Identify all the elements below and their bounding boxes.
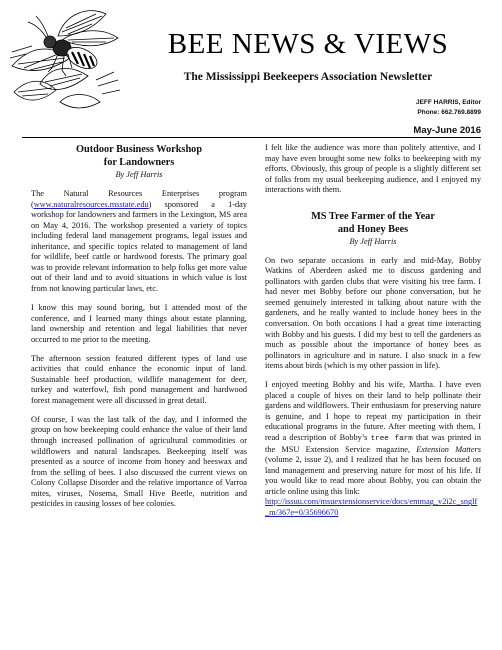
article1-byline: By Jeff Harris <box>115 170 163 179</box>
article2-headline-line1: MS Tree Farmer of the Year <box>311 210 435 222</box>
article2-magazine-title: Extension Matters <box>416 444 481 454</box>
right-column <box>265 143 481 518</box>
article1-paragraph-2: I know this may sound boring, but I attended most of the conference, and I learned many things about estate planning, land ownership and retention and legal liabilities that never occurred to me prior to the meeting. <box>31 302 247 344</box>
article2-p2-tree-farm: tree farm <box>370 434 413 443</box>
article1-paragraph-4: Of course, I was the last talk of the day, and I informed the group on how beekeeping could enhance the value of their land through increased pollination of agricultural commodities or wildflowers and natural landscapes. Beekeeping itself was presented as a source of income from honey and beeswax and from the selling of bees. I also discussed the current views on Colony Collapse Disorder and the relative importance of Varroa mites, viruses, Nosema, Small Hive Beetle, nutrition and pesticides in causing losses of bee colonies. <box>31 414 247 509</box>
issue-date: May-June 2016 <box>413 125 481 136</box>
article2-p2-mid: that was printed in the MSU Extension Service magazine, <box>265 432 481 454</box>
masthead-divider <box>22 137 481 138</box>
article1-p1-pre: The Natural Resources Enterprises program ( <box>31 189 247 209</box>
newsletter-subtitle: The Mississippi Beekeepers Association Newsletter <box>183 71 433 83</box>
article1-paragraph-1 <box>31 189 247 294</box>
article1-p1-post: ) sponsored a 1-day workshop for landowners and farmers in the Lexington, MS area on May 4, 2016. The workshop presented a variety of topics including federal land management programs, legal issues and inheritance, and specific topics related to management of land for wildlife, beef cattle or hardwood forests. The primary goal was to provide relevant information to help folks get more value out of their land and to avoid situations in which value is lost from not knowing particular laws, etc. <box>31 199 247 293</box>
article1-paragraph-3: The afternoon session featured different types of land use activities that could enhance the economic input of land. Sustainable beef production, wildlife management for deer, turkey and waterfowl, fish pond management and hardwood forest management were all discussed in great detail. <box>31 353 247 405</box>
bee-on-flower-illustration <box>10 6 122 110</box>
article1-headline-line2: for Landowners <box>103 157 175 168</box>
article2-headline <box>265 210 481 236</box>
article2-headline-line2: and Honey Bees <box>337 223 409 235</box>
article2-paragraph-2 <box>265 380 481 497</box>
article1-headline <box>31 143 247 169</box>
article1-continued-paragraph: I felt like the audience was more than politely attentive, and I may have even brought some new folks to beekeeping with my efforts. Obviously, this group of people is a slightly different set of folks from my usual beekeeping audience, and I enjoyed my interactions with them. <box>265 143 481 195</box>
left-column <box>31 143 247 518</box>
article2-p2-post: (volume 2, issue 2), and I realized that he has been focused on land management and preserving nature for most of his life. If you would like to read more about Bobby, you can obtain the article online using this link: <box>265 455 481 496</box>
article2-link-wrapper <box>265 497 481 518</box>
article1-headline-line1: Outdoor Business Workshop <box>75 144 203 155</box>
editor-phone: Phone: 662.769.8899 <box>417 109 481 116</box>
editor-name: JEFF HARRIS, Editor <box>415 99 481 106</box>
newsletter-title: BEE NEWS & VIEWS <box>167 28 449 60</box>
issuu-article-link[interactable]: http://issuu.com/msuextensionservice/docs/emmag_v2i2c_snglf_m/367e=0/35696670 <box>265 497 478 517</box>
nre-website-link[interactable]: www.naturalresources.msstate.edu <box>33 199 149 209</box>
article2-paragraph-1: On two separate occasions in early and mid-May, Bobby Watkins of Aberdeen asked me to discuss gardening and pollinators with garden clubs that were visiting his tree farm. I had never met Bobby before our phone conversation, but he seemed genuinely interested in talking about nature with the gardeners, and he really wanted to include honey bees in the conversation. On both occasions I had a great time interacting with Bobby and his guests. I did my best to tell the gardeners as much as possible about the importance of honey bees as pollinators in agriculture and in nature. I also snuck in a few items about birds (which is my other passion in life). <box>265 255 481 371</box>
article2-p2-pre: I enjoyed meeting Bobby and his wife, Martha. I have even placed a couple of hives on their land to help pollinate their gardens and wildflowers. Their enthusiasm for preserving nature is genuine, and I hope to repeat my participation in their educational programs in the future. After meeting with them, I read a description of Bobby’s <box>265 380 481 442</box>
article2-byline: By Jeff Harris <box>349 236 397 246</box>
editor-block <box>416 98 481 118</box>
